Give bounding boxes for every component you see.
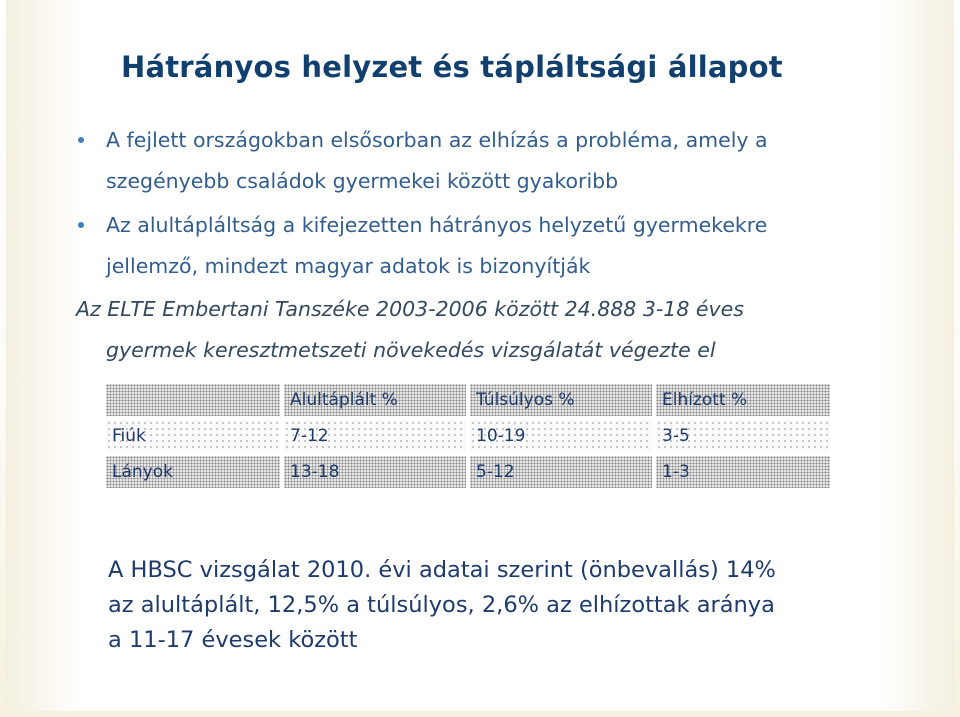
bullet-line: szegényebb családok gyermekei között gyakoribb — [106, 169, 619, 193]
elte-note-line: Az ELTE Embertani Tanszéke 2003-2006 között 24.888 3-18 éves — [76, 297, 744, 321]
table-header-cell: Elhízott % — [656, 384, 830, 416]
table-row-label: Lányok — [106, 456, 280, 488]
hbsc-note-line: A HBSC vizsgálat 2010. évi adatai szerint (önbevallás) 14% — [108, 557, 776, 583]
elte-study-note — [76, 289, 936, 371]
hbsc-note-line: a 11-17 évesek között — [108, 627, 358, 653]
table-header-cell: Alultáplált % — [284, 384, 466, 416]
table-cell: 3-5 — [656, 420, 830, 452]
table-header-cell — [106, 384, 280, 416]
bullet-item — [76, 120, 936, 202]
bullet-dot-icon — [78, 222, 84, 228]
hbsc-study-note — [108, 553, 908, 658]
slide-title: Hátrányos helyzet és tápláltsági állapot — [121, 50, 783, 84]
table-cell: 10-19 — [470, 420, 652, 452]
nutrition-table — [102, 380, 834, 492]
elte-note-line: gyermek keresztmetszeti növekedés vizsgálatát végezte el — [106, 338, 716, 362]
bullet-line: Az alultápláltság a kifejezetten hátrányos helyzetű gyermekekre — [106, 213, 768, 237]
table-header-cell: Túlsúlyos % — [470, 384, 652, 416]
table-row — [106, 420, 830, 452]
table-cell: 1-3 — [656, 456, 830, 488]
table-header-row — [106, 384, 830, 416]
bullet-line: jellemző, mindezt magyar adatok is bizonyítják — [106, 254, 591, 278]
table-cell: 13-18 — [284, 456, 466, 488]
table-cell: 7-12 — [284, 420, 466, 452]
table-row — [106, 456, 830, 488]
hbsc-note-line: az alultáplált, 12,5% a túlsúlyos, 2,6% az elhízottak aránya — [108, 592, 775, 618]
bullet-item — [76, 205, 936, 287]
table-row-label: Fiúk — [106, 420, 280, 452]
bullet-list — [76, 120, 936, 290]
bullet-line: A fejlett országokban elsősorban az elhízás a probléma, amely a — [106, 128, 768, 152]
table-cell: 5-12 — [470, 456, 652, 488]
bullet-dot-icon — [78, 137, 84, 143]
